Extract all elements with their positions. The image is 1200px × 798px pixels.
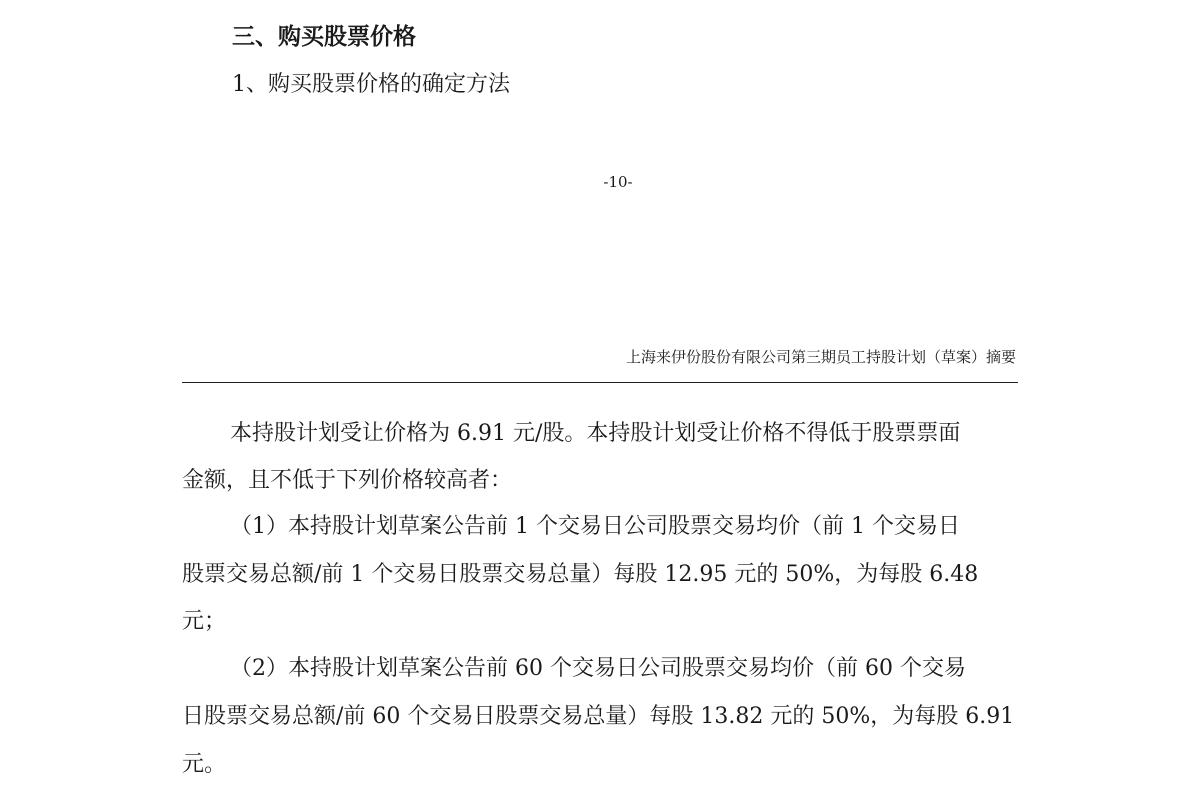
section-title: 三、购买股票价格 [232,23,416,50]
running-header: 上海来伊份股份有限公司第三期员工持股计划（草案）摘要 [625,348,1016,366]
body-line: 元。 [182,752,227,777]
header-rule [182,382,1018,383]
page-number: -10- [603,173,633,191]
body-line: （1）本持股计划草案公告前 1 个交易日公司股票交易均价（前 1 个交易日 [230,514,960,539]
sub-title: 1、购买股票价格的确定方法 [232,72,510,97]
body-line: 日股票交易总额/前 60 个交易日股票交易总量）每股 13.82 元的 50%，为每股 6.91 [182,704,1015,729]
body-line: 元； [182,609,227,634]
body-line: 金额，且不低于下列价格较高者： [182,468,513,493]
body-line: （2）本持股计划草案公告前 60 个交易日公司股票交易均价（前 60 个交易 [230,656,966,681]
body-line: 本持股计划受让价格为 6.91 元/股。本持股计划受让价格不得低于股票票面 [230,421,961,446]
body-line: 股票交易总额/前 1 个交易日股票交易总量）每股 12.95 元的 50%，为每股 6.48 [182,562,979,587]
